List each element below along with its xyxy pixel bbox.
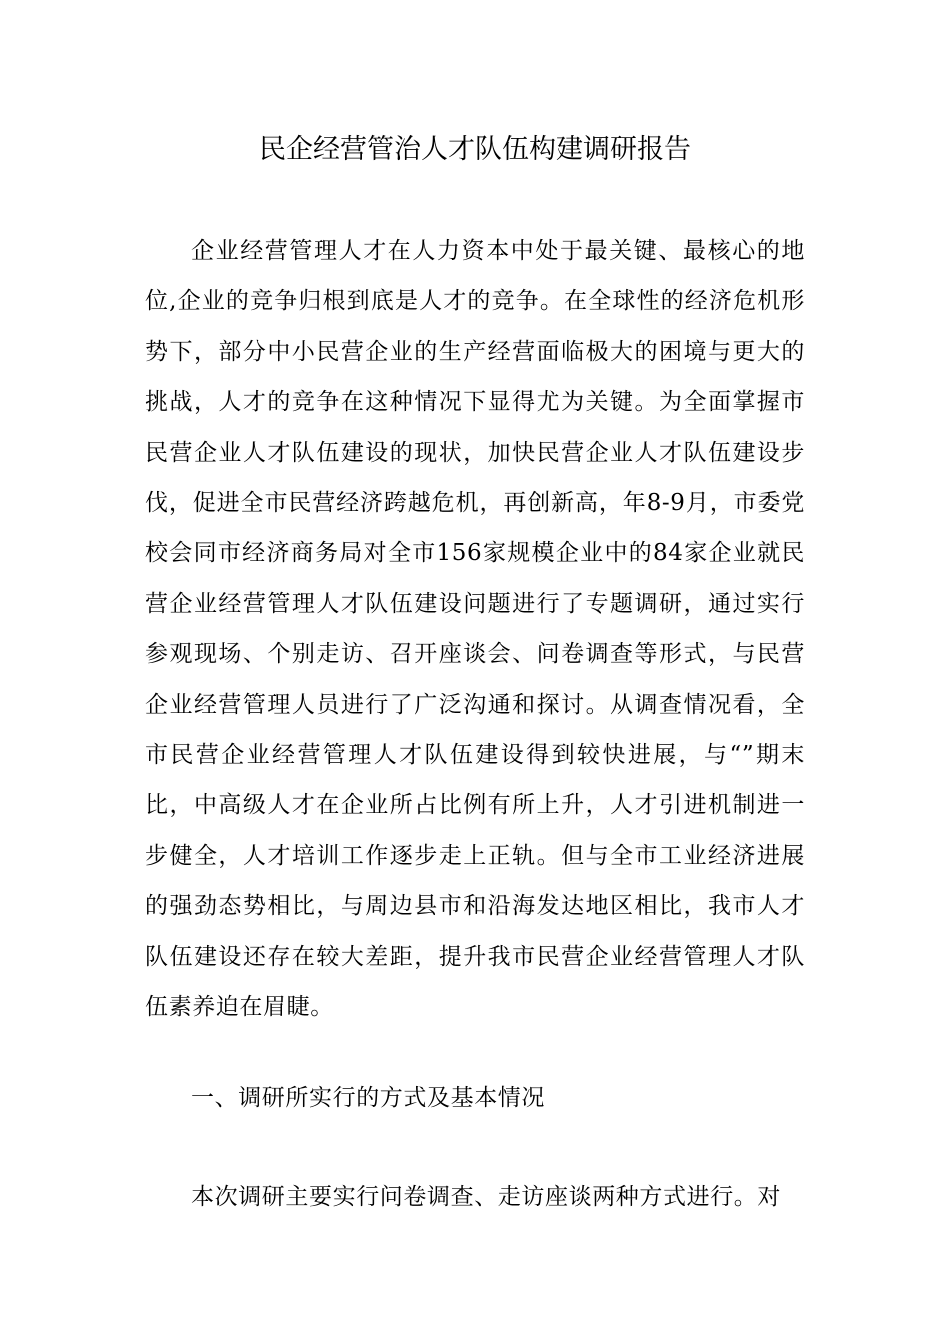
- section-heading: 一、调研所实行的方式及基本情况: [191, 1085, 545, 1111]
- intro-paragraph: 企业经营管理人才在人力资本中处于最关键、最核心的地位,企业的竞争归根到底是人才的竞争。在全球性的经济危机形势下，部分中小民营企业的生产经营面临极大的困境与更大的挑战，人才的竞争在这种情况下显得尤为关键。为全面掌握市民营企业人才队伍建设的现状，加快民营企业人才队伍建设步伐，促进全市民营经济跨越危机，再创新高，年8-9月，市委党校会同市经济商务局对全市156家规模企业中的84家企业就民营企业经营管理人才队伍建设问题进行了专题调研，通过实行参观现场、个别走访、召开座谈会、问卷调查等形式，与民营企业经营管理人员进行了广泛沟通和探讨。从调查情况看，全市民营企业经营管理人才队伍建设得到较快进展，与“”期末比，中高级人才在企业所占比例有所上升，人才引进机制进一步健全，人才培训工作逐步走上正轨。但与全市工业经济进展的强劲态势相比，与周边县市和沿海发达地区相比，我市人才队伍建设还存在较大差距，提升我市民营企业经营管理人才队伍素养迫在眉睫。: [145, 238, 805, 1021]
- section-paragraph: 本次调研主要实行问卷调查、走访座谈两种方式进行。对: [191, 1184, 781, 1210]
- document-title: 民企经营管治人才队伍构建调研报告: [259, 134, 691, 165]
